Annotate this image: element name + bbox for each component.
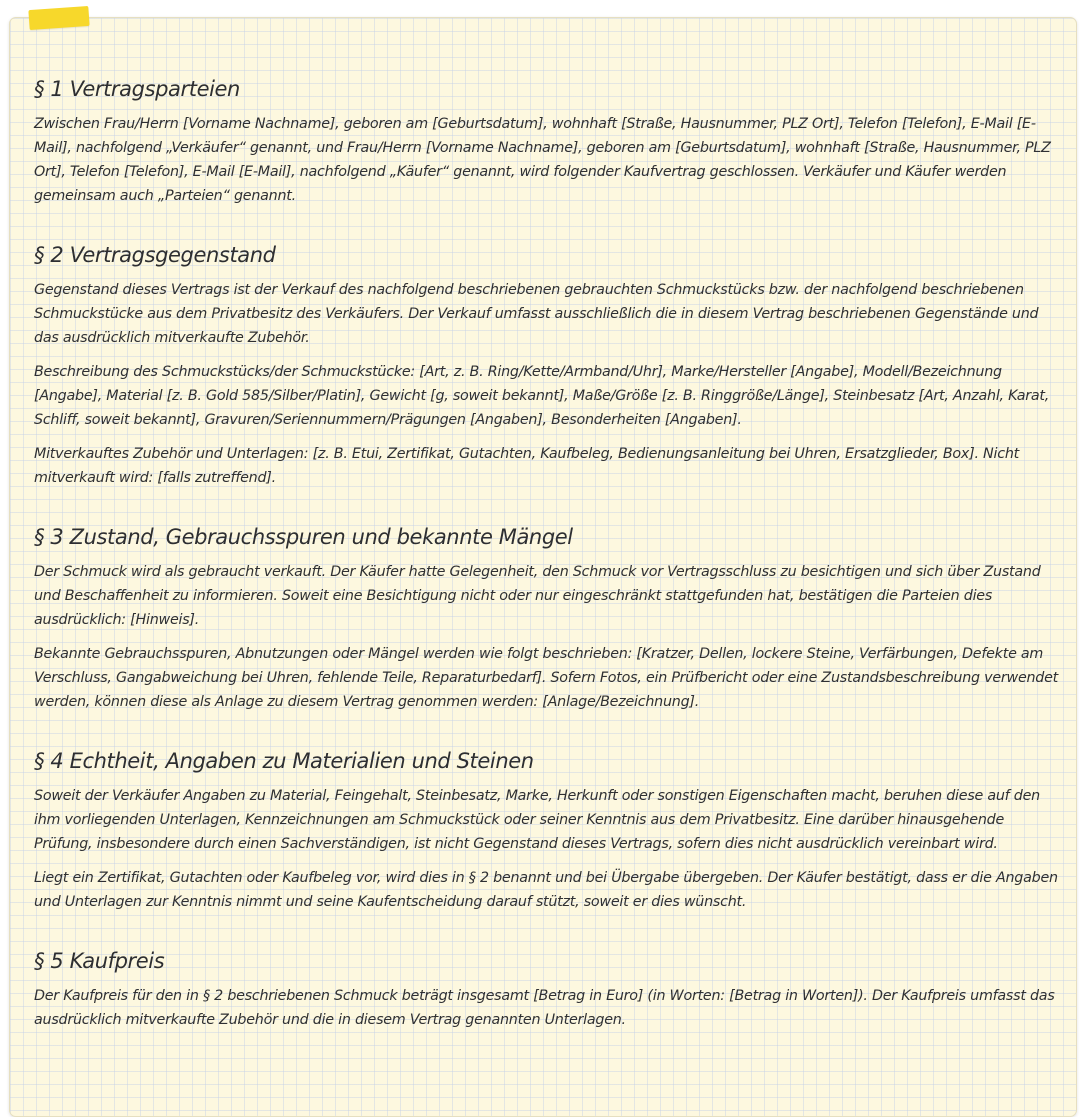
- tape-strip: [28, 6, 89, 30]
- contract-section: [34, 74, 1066, 208]
- contract-body: [34, 74, 1066, 1064]
- section-paragraph: Gegenstand dieses Vertrags ist der Verkauf des nachfolgend beschriebenen gebrauchten Schmuckstücks bzw. der nachfolgend beschriebenen Schmuckstücke aus dem Privatbesitz des Verkäufers. Der Verkauf umfasst ausschließlich die in diesem Vertrag beschriebenen Gegenstände und das ausdrücklich mitverkaufte Zubehör.: [34, 282, 1039, 346]
- section-heading: § 4 Echtheit, Angaben zu Materialien und Steinen: [34, 749, 534, 773]
- contract-section: [34, 946, 1066, 1032]
- document-sheet: [9, 17, 1077, 1117]
- section-paragraph: Der Kaufpreis für den in § 2 beschriebenen Schmuck beträgt insgesamt [Betrag in Euro] (in Worten: [Betrag in Worten]). Der Kaufpreis umfasst das ausdrücklich mitverkaufte Zubehör und die in diesem Vertrag genannten Unterlagen.: [34, 988, 1055, 1028]
- contract-section: [34, 240, 1066, 490]
- section-paragraph: Zwischen Frau/Herrn [Vorname Nachname], geboren am [Geburtsdatum], wohnhaft [Straße, Hausnummer, PLZ Ort], Telefon [Telefon], E-Mail [E-Mail], nachfolgend „Verkäufer“ genannt, und Frau/Herrn [Vorname Nachname], geboren am [Geburtsdatum], wohnhaft [Straße, Hausnummer, PLZ Ort], Telefon [Telefon], E-Mail [E-Mail], nachfolgend „Käufer“ genannt, wird folgender Kaufvertrag geschlossen. Verkäufer und Käufer werden gemeinsam auch „Parteien“ genannt.: [34, 116, 1051, 204]
- section-paragraph: Liegt ein Zertifikat, Gutachten oder Kaufbeleg vor, wird dies in § 2 benannt und bei Übergabe übergeben. Der Käufer bestätigt, dass er die Angaben und Unterlagen zur Kenntnis nimmt und seine Kaufentscheidung darauf stützt, soweit er dies wünscht.: [34, 870, 1058, 910]
- section-paragraph: Bekannte Gebrauchsspuren, Abnutzungen oder Mängel werden wie folgt beschrieben: [Kratzer, Dellen, lockere Steine, Verfärbungen, Defekte am Verschluss, Gangabweichung bei Uhren, fehlende Teile, Reparaturbedarf]. Sofern Fotos, ein Prüfbericht oder eine Zustandsbeschreibung verwendet werden, können diese als Anlage zu diesem Vertrag genommen werden: [Anlage/Bezeichnung].: [34, 646, 1059, 710]
- section-heading: § 2 Vertragsgegenstand: [34, 243, 276, 267]
- contract-section: [34, 522, 1066, 714]
- contract-section: [34, 746, 1066, 914]
- section-paragraph: Mitverkauftes Zubehör und Unterlagen: [z. B. Etui, Zertifikat, Gutachten, Kaufbeleg, Bedienungsanleitung bei Uhren, Ersatzglieder, Box]. Nicht mitverkauft wird: [falls zutreffend].: [34, 446, 1019, 486]
- section-paragraph: Soweit der Verkäufer Angaben zu Material, Feingehalt, Steinbesatz, Marke, Herkunft oder sonstigen Eigenschaften macht, beruhen diese auf den ihm vorliegenden Unterlagen, Kennzeichnungen am Schmuckstück oder seiner Kenntnis aus dem Privatbesitz. Eine darüber hinausgehende Prüfung, insbesondere durch einen Sachverständigen, ist nicht Gegenstand dieses Vertrags, sofern dies nicht ausdrücklich vereinbart wird.: [34, 788, 1040, 852]
- section-paragraph: Beschreibung des Schmuckstücks/der Schmuckstücke: [Art, z. B. Ring/Kette/Armband/Uhr], Marke/Hersteller [Angabe], Modell/Bezeichnung [Angabe], Material [z. B. Gold 585/Silber/Platin], Gewicht [g, soweit bekannt], Maße/Größe [z. B. Ringgröße/Länge], Steinbesatz [Art, Anzahl, Karat, Schliff, soweit bekannt], Gravuren/Seriennummern/Prägungen [Angaben], Besonderheiten [Angaben].: [34, 364, 1050, 428]
- section-heading: § 1 Vertragsparteien: [34, 77, 240, 101]
- section-paragraph: Der Schmuck wird als gebraucht verkauft. Der Käufer hatte Gelegenheit, den Schmuck vor Vertragsschluss zu besichtigen und sich über Zustand und Beschaffenheit zu informieren. Soweit eine Besichtigung nicht oder nur eingeschränkt stattgefunden hat, bestätigen die Parteien dies ausdrücklich: [Hinweis].: [34, 564, 1041, 628]
- section-heading: § 3 Zustand, Gebrauchsspuren und bekannte Mängel: [34, 525, 573, 549]
- section-heading: § 5 Kaufpreis: [34, 949, 165, 973]
